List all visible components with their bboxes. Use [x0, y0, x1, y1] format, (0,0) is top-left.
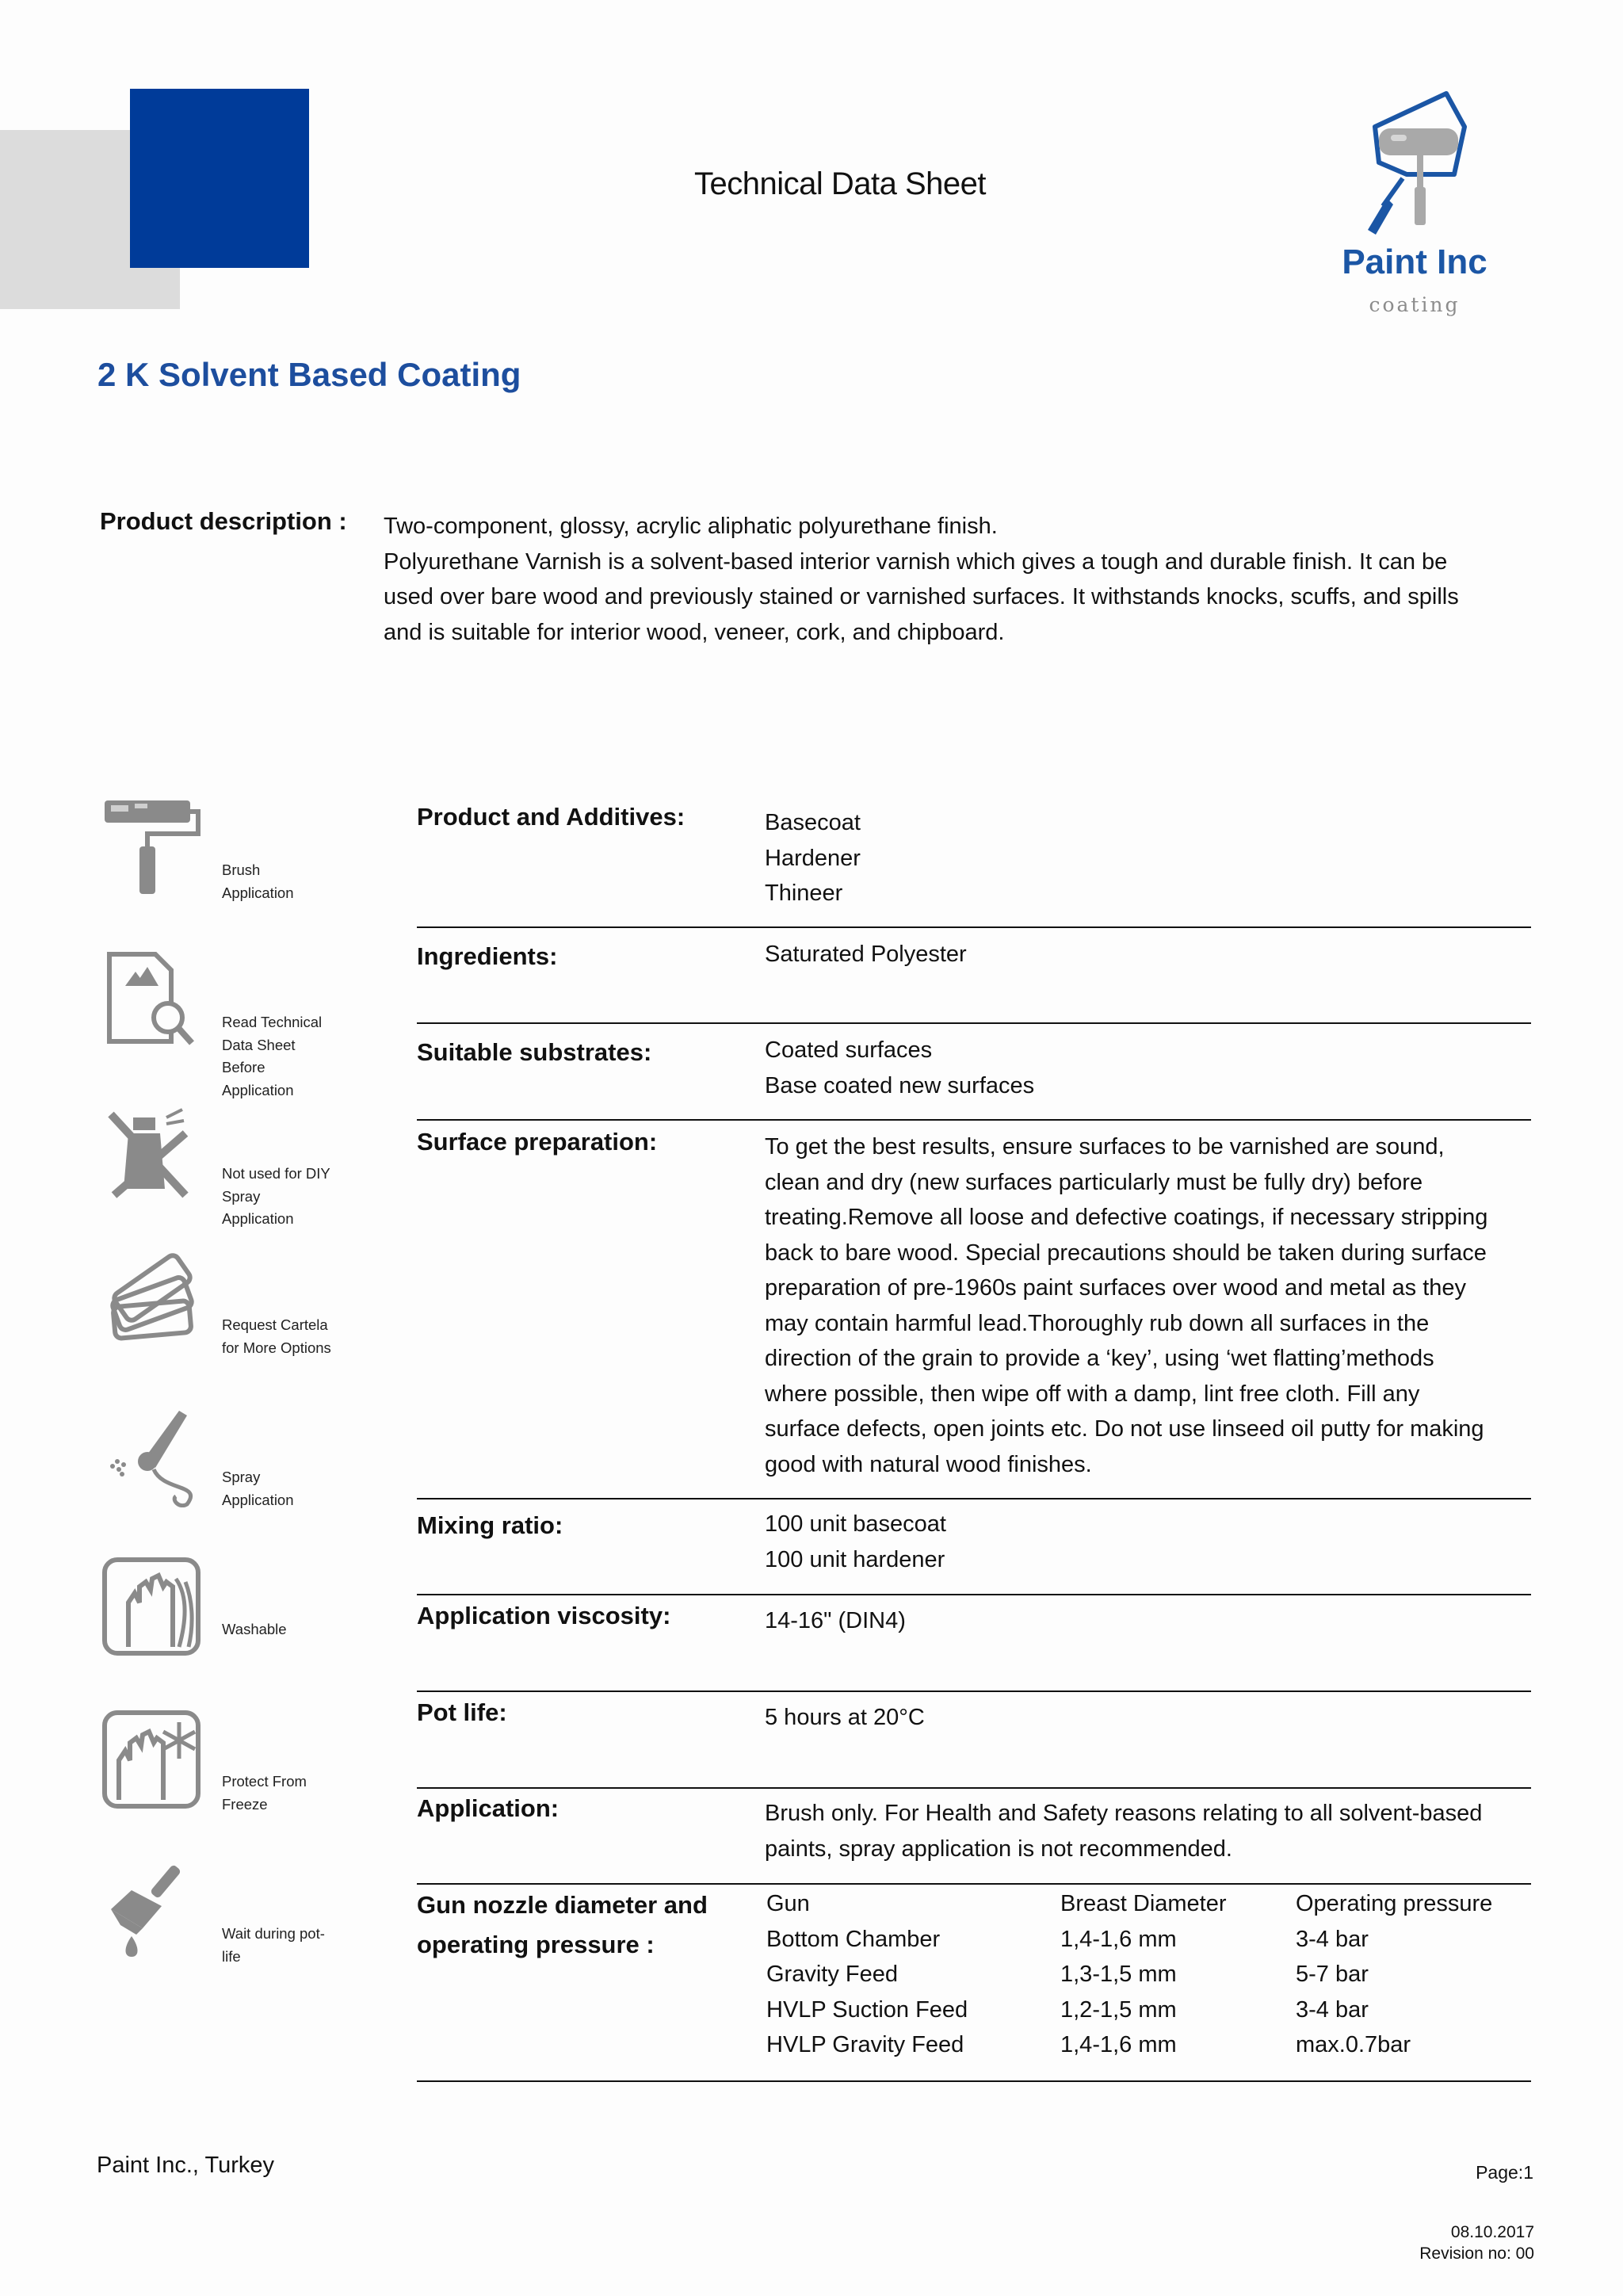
row-value-surface-preparation: To get the best results, ensure surfaces to be varnished are sound, clean and dry (new surfaces particularly must be fully dry) before treating.Remove all loose and defective coatings, if necessary stripping back to bare wood. Special precautions should be taken during surface preparation of pre-1960s paint surfaces over wood and metal as they may contain harmful lead.Thoroughly rub down all surfaces in the direction of the grain to provide a ‘key’, using ‘wet flatting’methods where possible, then wipe off with a damp, lint free cloth. Fill any surface defects, open joints etc. Do not use linseed oil putty for making good with natural wood finishes. — [765, 1134, 1488, 1477]
row-label-substrates: Suitable substrates: — [417, 1038, 652, 1066]
no-spray-icon — [100, 1102, 203, 1205]
spray-gun-icon — [100, 1404, 203, 1507]
sidebar-label-brush: Brush Application — [222, 861, 294, 901]
table-divider — [417, 1787, 1531, 1789]
table-divider — [417, 2080, 1531, 2082]
brush-drip-icon — [100, 1859, 203, 1962]
freeze-protect-icon — [100, 1708, 203, 1811]
sidebar-label-washable: Washable — [222, 1621, 287, 1637]
sidebar-label-pot-life: Wait during pot- life — [222, 1925, 325, 1965]
table-divider — [417, 1883, 1531, 1885]
table-divider — [417, 1594, 1531, 1595]
sidebar-label-freeze: Protect From Freeze — [222, 1773, 307, 1813]
sidebar-label-cartela: Request Cartela for More Options — [222, 1316, 331, 1356]
description-text: Two-component, glossy, acrylic aliphatic polyurethane finish. Polyurethane Varnish is a solvent-based interior varnish which gives a tough and durable finish. It can be used over bare wood and previously stained or varnished surfaces. It withstands knocks, scuffs, and spills and is suitable for interior wood, veneer, cork, and chipboard. — [384, 514, 1459, 645]
row-label-ingredients: Ingredients: — [417, 942, 558, 970]
row-label-product-additives: Product and Additives: — [417, 803, 685, 831]
gun-type-column: Gun Bottom Chamber Gravity Feed HVLP Suction Feed HVLP Gravity Feed — [766, 1891, 968, 2057]
row-label-application: Application: — [417, 1794, 559, 1822]
document-search-icon — [100, 946, 203, 1049]
sidebar-label-read-tds: Read Technical Data Sheet Before Application — [222, 1014, 323, 1098]
row-value-product-additives: Basecoat Hardener Thineer — [765, 810, 861, 906]
table-divider — [417, 1690, 1531, 1692]
brand-tagline: coating — [1369, 293, 1461, 316]
page-number: Page:1 — [1476, 2162, 1533, 2183]
row-label-mixing-ratio: Mixing ratio: — [417, 1511, 563, 1539]
operating-pressure-column: Operating pressure 3-4 bar 5-7 bar 3-4 bar max.0.7bar — [1296, 1891, 1493, 2057]
row-label-gun-nozzle: Gun nozzle diameter and operating pressure : — [417, 1891, 708, 1958]
color-swatch-icon — [100, 1248, 203, 1351]
table-divider — [417, 1119, 1531, 1121]
row-value-application: Brush only. For Health and Safety reasons relating to all solvent-based paints, spray application is not recommended. — [765, 1801, 1483, 1862]
row-label-pot-life: Pot life: — [417, 1698, 507, 1726]
row-label-surface-preparation: Surface preparation: — [417, 1128, 658, 1156]
footer-date-revision: 08.10.2017 Revision no: 00 — [1419, 2223, 1534, 2263]
paint-roller-icon — [100, 793, 203, 896]
breast-diameter-column: Breast Diameter 1,4-1,6 mm 1,3-1,5 mm 1,2-1,5 mm 1,4-1,6 mm — [1060, 1891, 1227, 2057]
sidebar-label-spray: Spray Application — [222, 1469, 294, 1508]
description-label: Product description : — [100, 507, 347, 535]
header-blue-block — [130, 89, 309, 268]
row-value-mixing-ratio: 100 unit basecoat 100 unit hardener — [765, 1511, 946, 1572]
row-value-viscosity: 14-16" (DIN4) — [765, 1608, 906, 1633]
row-value-substrates: Coated surfaces Base coated new surfaces — [765, 1037, 1035, 1098]
row-label-viscosity: Application viscosity: — [417, 1602, 671, 1629]
sidebar-label-no-diy-spray: Not used for DIY Spray Application — [222, 1165, 330, 1227]
brand-name: Paint Inc — [1342, 243, 1487, 281]
table-divider — [417, 1022, 1531, 1024]
table-divider — [417, 926, 1531, 928]
row-value-pot-life: 5 hours at 20°C — [765, 1705, 925, 1730]
washable-icon — [100, 1555, 203, 1658]
footer-company: Paint Inc., Turkey — [97, 2153, 275, 2178]
table-divider — [417, 1498, 1531, 1499]
row-value-ingredients: Saturated Polyester — [765, 942, 967, 967]
document-title: Technical Data Sheet — [693, 166, 986, 201]
paint-roller-logo-icon — [1347, 87, 1529, 325]
product-title: 2 K Solvent Based Coating — [97, 356, 521, 393]
